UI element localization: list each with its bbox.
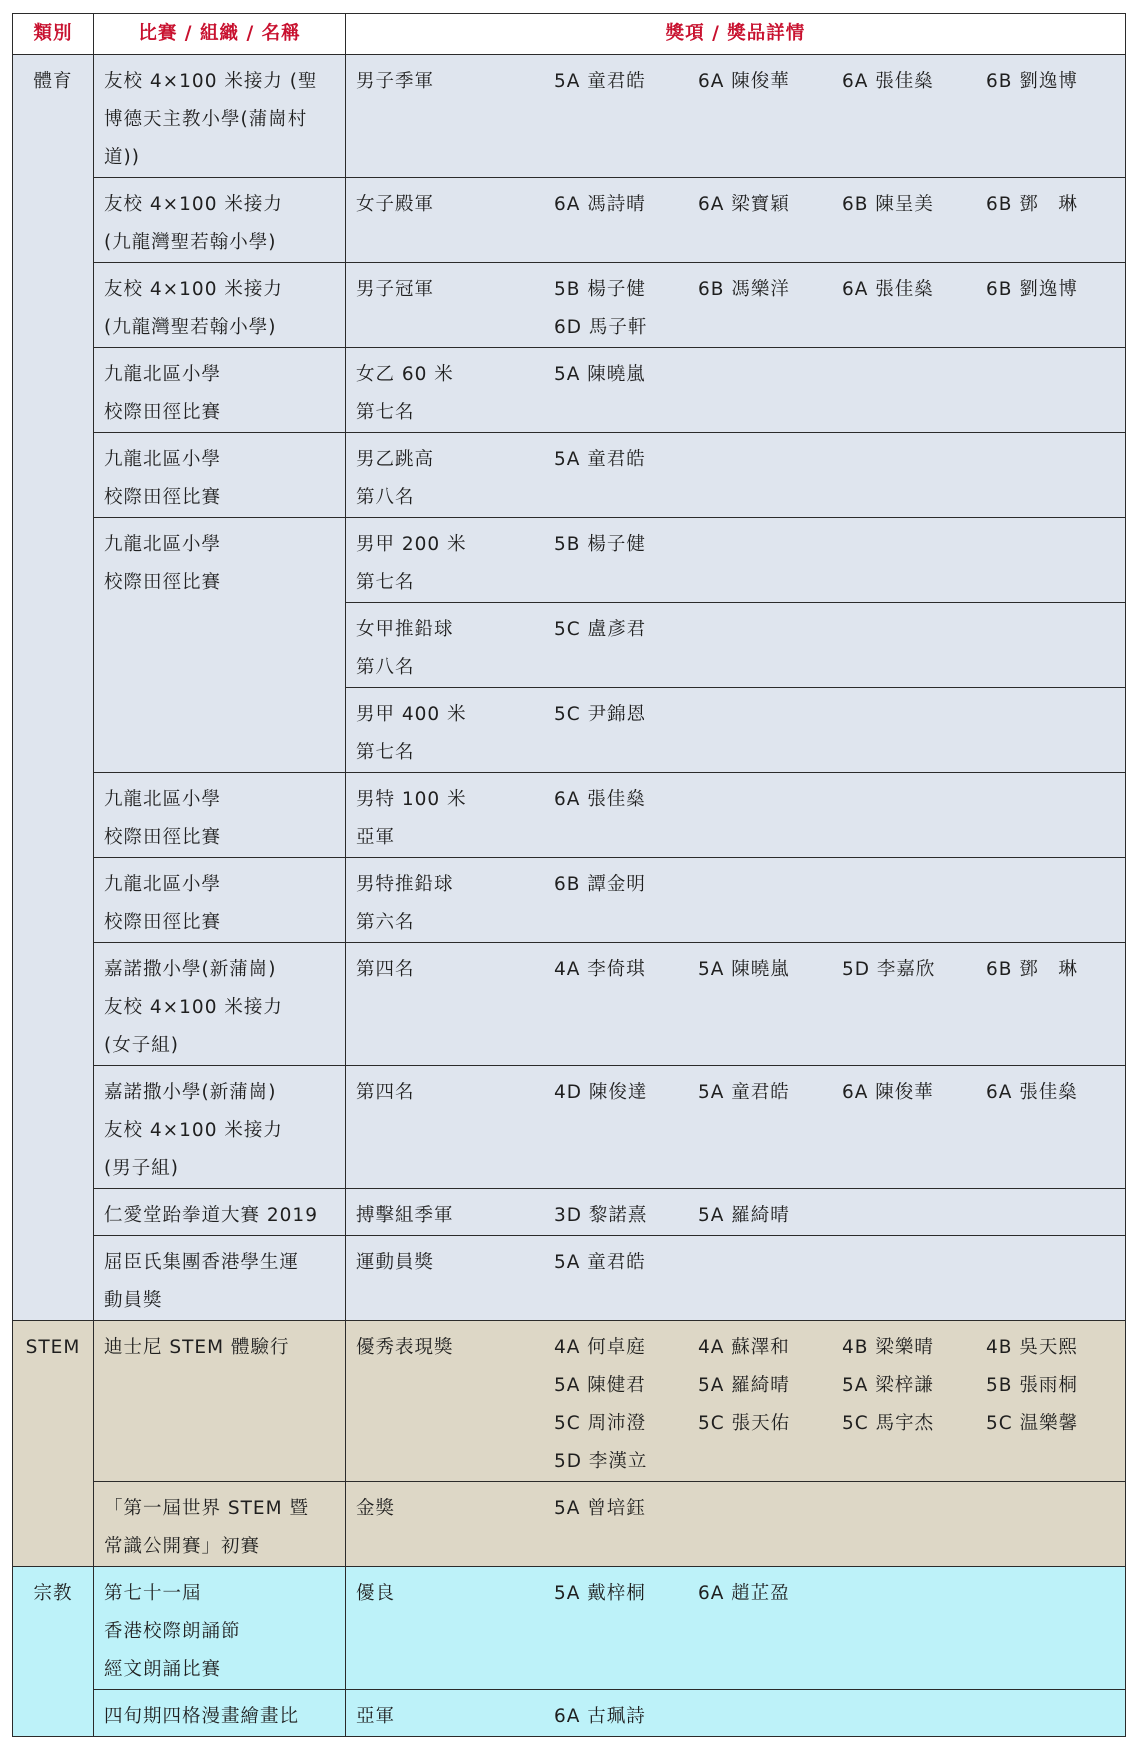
winner-list xyxy=(554,1074,1130,1112)
winner-list xyxy=(554,186,1130,224)
winner-name: 6A 張佳燊 xyxy=(842,71,934,92)
winner-name: 6A 趙芷盈 xyxy=(698,1583,790,1604)
winner-name: 6B 陳呈美 xyxy=(842,194,934,215)
competition-cell xyxy=(94,1236,346,1321)
winner-list xyxy=(554,63,1130,101)
prize-title-line: 亞軍 xyxy=(356,1706,396,1727)
winner-list xyxy=(554,356,1130,432)
award-cell xyxy=(346,518,1126,603)
winner-list xyxy=(554,1329,1130,1481)
prize-title-line: 第七名 xyxy=(356,742,415,763)
winner-name: 5A 童君皓 xyxy=(698,1082,790,1103)
winner-name: 6B 鄧 琳 xyxy=(986,959,1078,980)
prize-title xyxy=(356,526,554,602)
winner-name: 4A 蘇澤和 xyxy=(698,1337,790,1358)
prize-title xyxy=(356,186,554,224)
prize-entry xyxy=(356,1490,1115,1528)
competition-line: 友校 4×100 米接力 xyxy=(104,279,283,300)
table-row xyxy=(13,943,1126,1066)
prize-entry xyxy=(356,1698,1115,1736)
competition-line: 校際田徑比賽 xyxy=(104,402,222,423)
table-row xyxy=(13,1236,1126,1321)
prize-title xyxy=(356,866,554,942)
competition-line: 仁愛堂跆拳道大賽 2019 xyxy=(104,1205,318,1226)
winner-name: 6D 馬子軒 xyxy=(554,317,648,338)
award-cell xyxy=(346,1236,1126,1321)
award-cell xyxy=(346,773,1126,858)
prize-title-line: 亞軍 xyxy=(356,827,396,848)
prize-title-line: 第四名 xyxy=(356,1082,415,1103)
table-row xyxy=(13,1567,1126,1690)
competition-line: 友校 4×100 米接力 (聖 xyxy=(104,71,318,92)
competition-line: 校際田徑比賽 xyxy=(104,827,222,848)
competition-line: 第七十一屆 xyxy=(104,1583,202,1604)
competition-cell xyxy=(94,1321,346,1482)
competition-line: 四旬期四格漫畫繪畫比 xyxy=(104,1706,300,1727)
winner-name: 6B 鄧 琳 xyxy=(986,194,1078,215)
competition-name xyxy=(104,63,335,177)
prize-title xyxy=(356,1575,554,1613)
prize-title xyxy=(356,441,554,517)
competition-line: 九龍北區小學 xyxy=(104,534,222,555)
prize-title-line: 男特推鉛球 xyxy=(356,874,454,895)
winner-list xyxy=(554,611,1130,687)
prize-title-line: 運動員獎 xyxy=(356,1252,435,1273)
winner-name: 6A 陳俊華 xyxy=(698,71,790,92)
competition-line: 校際田徑比賽 xyxy=(104,487,222,508)
winner-list xyxy=(554,1197,1130,1235)
winner-list xyxy=(554,271,1130,347)
prize-entry xyxy=(356,356,1115,432)
award-cell xyxy=(346,943,1126,1066)
competition-cell xyxy=(94,1690,346,1737)
prize-entry xyxy=(356,866,1115,942)
header-row xyxy=(13,14,1126,55)
winner-list xyxy=(554,1575,1130,1613)
winner-name: 5C 周沛澄 xyxy=(554,1413,647,1434)
award-cell xyxy=(346,1189,1126,1236)
prize-title-line: 男乙跳高 xyxy=(356,449,435,470)
winner-list xyxy=(554,1698,1130,1736)
competition-name xyxy=(104,1698,335,1736)
prize-title-line: 金獎 xyxy=(356,1498,396,1519)
competition-name xyxy=(104,1490,335,1566)
winner-name: 5C 盧彥君 xyxy=(554,619,647,640)
table-row xyxy=(13,1189,1126,1236)
competition-line: (女子組) xyxy=(104,1035,179,1056)
winner-list xyxy=(554,526,1130,602)
awards-table xyxy=(12,13,1126,1737)
table-row xyxy=(13,1482,1126,1567)
prize-title xyxy=(356,1197,554,1235)
competition-line: 動員獎 xyxy=(104,1290,163,1311)
prize-entry xyxy=(356,951,1115,989)
winner-name: 5C 馬宇杰 xyxy=(842,1413,935,1434)
competition-line: 博德天主教小學(蒲崗村 xyxy=(104,109,308,130)
winner-name: 6A 梁寶穎 xyxy=(698,194,790,215)
prize-title-line: 女甲推鉛球 xyxy=(356,619,454,640)
winner-name: 6B 馮樂洋 xyxy=(698,279,790,300)
winner-name: 5B 楊子健 xyxy=(554,279,646,300)
table-row xyxy=(13,518,1126,603)
competition-cell xyxy=(94,263,346,348)
prize-entry xyxy=(356,1244,1115,1282)
competition-line: 校際田徑比賽 xyxy=(104,912,222,933)
table-row xyxy=(13,1690,1126,1737)
competition-line: 嘉諾撒小學(新蒲崗) xyxy=(104,1082,277,1103)
competition-cell xyxy=(94,1066,346,1189)
award-cell xyxy=(346,348,1126,433)
competition-line: 常識公開賽」初賽 xyxy=(104,1536,261,1557)
prize-title-line: 男子冠軍 xyxy=(356,279,435,300)
competition-cell xyxy=(94,943,346,1066)
winner-name: 4D 陳俊達 xyxy=(554,1082,648,1103)
award-cell xyxy=(346,1482,1126,1567)
award-cell xyxy=(346,263,1126,348)
prize-title-line: 第六名 xyxy=(356,912,415,933)
competition-line: 經文朗誦比賽 xyxy=(104,1659,222,1680)
prize-title-line: 男甲 200 米 xyxy=(356,534,467,555)
winner-name: 5D 李嘉欣 xyxy=(842,959,936,980)
prize-title-line: 第八名 xyxy=(356,657,415,678)
winner-name: 4B 梁樂晴 xyxy=(842,1337,934,1358)
winner-name: 5A 羅綺晴 xyxy=(698,1375,790,1396)
winner-name: 5A 陳曉嵐 xyxy=(698,959,790,980)
award-cell xyxy=(346,1567,1126,1690)
competition-cell xyxy=(94,1482,346,1567)
winner-name: 6A 張佳燊 xyxy=(986,1082,1078,1103)
prize-entry xyxy=(356,441,1115,517)
prize-title xyxy=(356,1329,554,1481)
competition-line: 九龍北區小學 xyxy=(104,789,222,810)
table-row xyxy=(13,55,1126,178)
competition-name xyxy=(104,356,335,432)
prize-title xyxy=(356,696,554,772)
table-row xyxy=(13,348,1126,433)
table-row xyxy=(13,178,1126,263)
award-cell xyxy=(346,603,1126,688)
winner-name: 6A 張佳燊 xyxy=(842,279,934,300)
prize-title xyxy=(356,611,554,687)
winner-list xyxy=(554,696,1130,772)
winner-name: 5C 尹錦恩 xyxy=(554,704,647,725)
header-competition: 比賽 / 組織 / 名稱 xyxy=(94,14,346,55)
winner-name: 5A 陳曉嵐 xyxy=(554,364,646,385)
header-award: 獎項 / 獎品詳情 xyxy=(346,14,1126,55)
prize-title-line: 優秀表現獎 xyxy=(356,1337,454,1358)
table-row xyxy=(13,263,1126,348)
competition-cell xyxy=(94,858,346,943)
competition-line: 香港校際朗誦節 xyxy=(104,1621,241,1642)
competition-line: 友校 4×100 米接力 xyxy=(104,194,283,215)
competition-name xyxy=(104,1197,335,1235)
winner-list xyxy=(554,951,1130,989)
competition-cell xyxy=(94,773,346,858)
prize-entry xyxy=(356,611,1115,687)
competition-line: 迪士尼 STEM 體驗行 xyxy=(104,1337,290,1358)
competition-cell xyxy=(94,518,346,773)
prize-entry xyxy=(356,1329,1115,1481)
prize-title-line: 第八名 xyxy=(356,487,415,508)
prize-title-line: 第七名 xyxy=(356,402,415,423)
prize-title-line: 男子季軍 xyxy=(356,71,435,92)
table-row xyxy=(13,858,1126,943)
prize-title-line: 搏擊組季軍 xyxy=(356,1205,454,1226)
competition-line: 嘉諾撒小學(新蒲崗) xyxy=(104,959,277,980)
competition-line: 友校 4×100 米接力 xyxy=(104,997,283,1018)
competition-name xyxy=(104,1074,335,1188)
competition-name xyxy=(104,1329,335,1367)
winner-name: 4B 吳天熙 xyxy=(986,1337,1078,1358)
winner-list xyxy=(554,781,1130,857)
prize-entry xyxy=(356,63,1115,101)
prize-entry xyxy=(356,526,1115,602)
award-cell xyxy=(346,1690,1126,1737)
competition-name xyxy=(104,1244,335,1320)
prize-entry xyxy=(356,186,1115,224)
competition-name xyxy=(104,951,335,1065)
prize-title-line: 第七名 xyxy=(356,572,415,593)
table-row xyxy=(13,773,1126,858)
prize-entry xyxy=(356,1575,1115,1613)
prize-title xyxy=(356,1698,554,1736)
header-category: 類別 xyxy=(13,14,94,55)
winner-name: 5A 羅綺晴 xyxy=(698,1205,790,1226)
award-cell xyxy=(346,178,1126,263)
competition-name xyxy=(104,866,335,942)
competition-line: 屈臣氏集團香港學生運 xyxy=(104,1252,300,1273)
competition-line: 九龍北區小學 xyxy=(104,874,222,895)
competition-line: 「第一屆世界 STEM 暨 xyxy=(104,1498,309,1519)
winner-name: 6B 譚金明 xyxy=(554,874,646,895)
prize-title-line: 優良 xyxy=(356,1583,396,1604)
winner-name: 6A 陳俊華 xyxy=(842,1082,934,1103)
awards-body xyxy=(13,55,1126,1737)
winner-list xyxy=(554,866,1130,942)
award-cell xyxy=(346,1321,1126,1482)
competition-line: (男子組) xyxy=(104,1158,179,1179)
award-cell xyxy=(346,1066,1126,1189)
winner-name: 5B 張雨桐 xyxy=(986,1375,1078,1396)
prize-title-line: 女乙 60 米 xyxy=(356,364,454,385)
winner-name: 5A 梁梓謙 xyxy=(842,1375,934,1396)
prize-title xyxy=(356,1074,554,1112)
table-row xyxy=(13,1321,1126,1482)
prize-entry xyxy=(356,1197,1115,1235)
winner-name: 5A 曾培鈺 xyxy=(554,1498,646,1519)
award-cell xyxy=(346,858,1126,943)
winner-name: 5C 張天佑 xyxy=(698,1413,791,1434)
competition-line: 友校 4×100 米接力 xyxy=(104,1120,283,1141)
prize-title xyxy=(356,951,554,989)
winner-name: 5A 陳健君 xyxy=(554,1375,646,1396)
competition-cell xyxy=(94,433,346,518)
category-cell: 體育 xyxy=(13,55,94,1321)
prize-title xyxy=(356,63,554,101)
competition-name xyxy=(104,781,335,857)
winner-name: 5D 李漢立 xyxy=(554,1451,648,1472)
competition-name xyxy=(104,271,335,347)
winner-name: 5A 童君皓 xyxy=(554,449,646,470)
table-row xyxy=(13,433,1126,518)
winner-list xyxy=(554,441,1130,517)
table-row xyxy=(13,1066,1126,1189)
winner-name: 6A 馮詩晴 xyxy=(554,194,646,215)
prize-entry xyxy=(356,696,1115,772)
prize-title xyxy=(356,356,554,432)
competition-line: 九龍北區小學 xyxy=(104,364,222,385)
prize-title xyxy=(356,1244,554,1282)
winner-name: 5A 童君皓 xyxy=(554,71,646,92)
competition-line: (九龍灣聖若翰小學) xyxy=(104,232,277,253)
competition-line: (九龍灣聖若翰小學) xyxy=(104,317,277,338)
winner-name: 6A 張佳燊 xyxy=(554,789,646,810)
winner-name: 3D 黎諾熹 xyxy=(554,1205,648,1226)
winner-name: 6B 劉逸博 xyxy=(986,279,1078,300)
winner-name: 5C 温樂馨 xyxy=(986,1413,1079,1434)
award-cell xyxy=(346,433,1126,518)
competition-cell xyxy=(94,348,346,433)
competition-name xyxy=(104,441,335,517)
competition-cell xyxy=(94,178,346,263)
winner-name: 6A 古珮詩 xyxy=(554,1706,646,1727)
competition-name xyxy=(104,1575,335,1689)
winner-list xyxy=(554,1244,1130,1282)
winner-name: 4A 李倚琪 xyxy=(554,959,646,980)
prize-entry xyxy=(356,781,1115,857)
prize-title xyxy=(356,781,554,857)
competition-cell xyxy=(94,1189,346,1236)
competition-line: 校際田徑比賽 xyxy=(104,572,222,593)
winner-list xyxy=(554,1490,1130,1528)
winner-name: 5B 楊子健 xyxy=(554,534,646,555)
prize-title-line: 女子殿軍 xyxy=(356,194,435,215)
prize-title-line: 男特 100 米 xyxy=(356,789,467,810)
prize-title xyxy=(356,271,554,347)
competition-name xyxy=(104,186,335,262)
prize-entry xyxy=(356,1074,1115,1112)
category-cell: 宗教 xyxy=(13,1567,94,1737)
category-cell: STEM xyxy=(13,1321,94,1567)
competition-line: 九龍北區小學 xyxy=(104,449,222,470)
award-cell xyxy=(346,55,1126,178)
winner-name: 4A 何卓庭 xyxy=(554,1337,646,1358)
competition-cell xyxy=(94,55,346,178)
award-cell xyxy=(346,688,1126,773)
competition-cell xyxy=(94,1567,346,1690)
winner-name: 5A 戴梓桐 xyxy=(554,1583,646,1604)
prize-title-line: 男甲 400 米 xyxy=(356,704,467,725)
prize-title-line: 第四名 xyxy=(356,959,415,980)
competition-name xyxy=(104,526,335,602)
prize-title xyxy=(356,1490,554,1528)
prize-entry xyxy=(356,271,1115,347)
winner-name: 5A 童君皓 xyxy=(554,1252,646,1273)
competition-line: 道)) xyxy=(104,147,140,168)
winner-name: 6B 劉逸博 xyxy=(986,71,1078,92)
